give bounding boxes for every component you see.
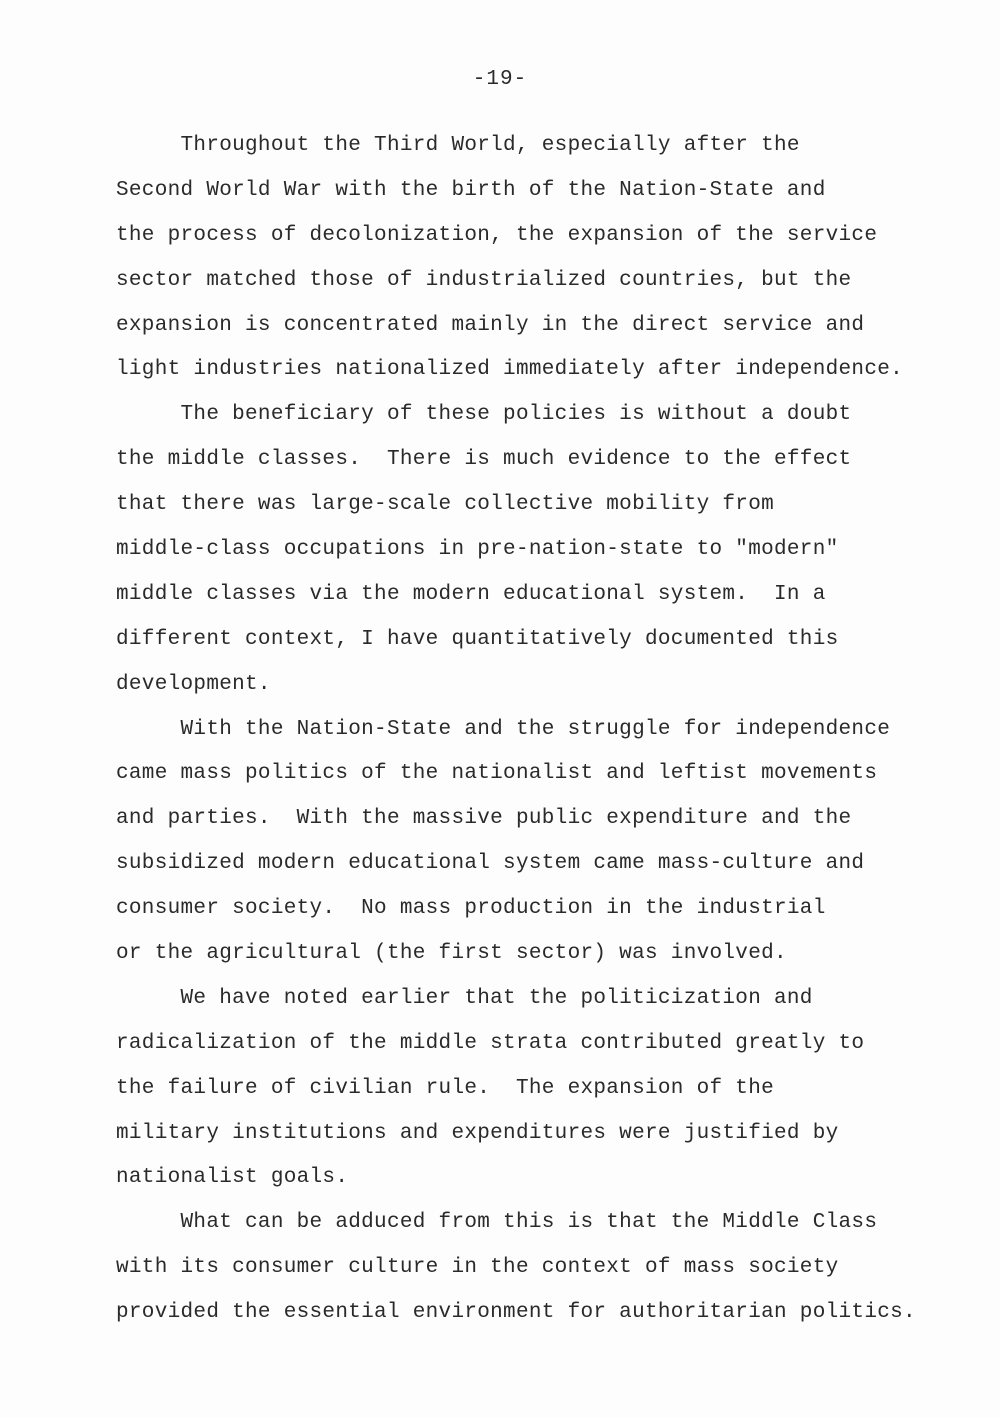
text-line: and parties. With the massive public expenditure and the	[116, 807, 852, 831]
text-line: came mass politics of the nationalist and leftist movements	[116, 762, 878, 786]
text-line: with its consumer culture in the context of mass society	[116, 1256, 839, 1280]
text-line: We have noted earlier that the politicization and	[116, 986, 813, 1010]
text-line: Second World War with the birth of the Nation-State and	[116, 178, 826, 202]
paragraph-5	[116, 1201, 966, 1336]
text-line: What can be adduced from this is that the Middle Class	[116, 1211, 878, 1235]
text-line: military institutions and expenditures were justified by	[116, 1121, 839, 1145]
text-line: provided the essential environment for authoritarian politics.	[116, 1301, 916, 1325]
paragraph-1	[116, 124, 966, 393]
text-line: Throughout the Third World, especially after the	[116, 134, 800, 157]
text-line: the process of decolonization, the expansion of the service	[116, 223, 878, 247]
text-line: sector matched those of industrialized countries, but the	[116, 268, 852, 292]
text-line: The beneficiary of these policies is without a doubt	[116, 403, 852, 427]
paragraph-4	[116, 977, 966, 1201]
page-number: -19-	[472, 68, 528, 91]
body-text	[116, 124, 966, 1336]
text-line: subsidized modern educational system came mass-culture and	[116, 852, 865, 876]
text-line: middle-class occupations in pre-nation-state to "modern"	[116, 538, 839, 562]
text-line: different context, I have quantitatively documented this	[116, 627, 839, 651]
text-line: nationalist goals.	[116, 1166, 349, 1190]
text-line: or the agricultural (the first sector) was involved.	[116, 942, 787, 966]
text-line: With the Nation-State and the struggle for independence	[116, 717, 891, 741]
text-line: expansion is concentrated mainly in the direct service and	[116, 313, 865, 337]
text-line: the middle classes. There is much evidence to the effect	[116, 448, 852, 472]
text-line: consumer society. No mass production in the industrial	[116, 897, 826, 921]
text-line: middle classes via the modern educational system. In a	[116, 582, 826, 606]
text-line: light industries nationalized immediately after independence.	[116, 358, 904, 382]
text-line: that there was large-scale collective mobility from	[116, 493, 775, 517]
text-line: radicalization of the middle strata contributed greatly to	[116, 1031, 865, 1055]
text-line: the failure of civilian rule. The expansion of the	[116, 1076, 775, 1100]
text-line: development.	[116, 672, 271, 696]
paragraph-3	[116, 708, 966, 977]
paragraph-2	[116, 393, 966, 707]
